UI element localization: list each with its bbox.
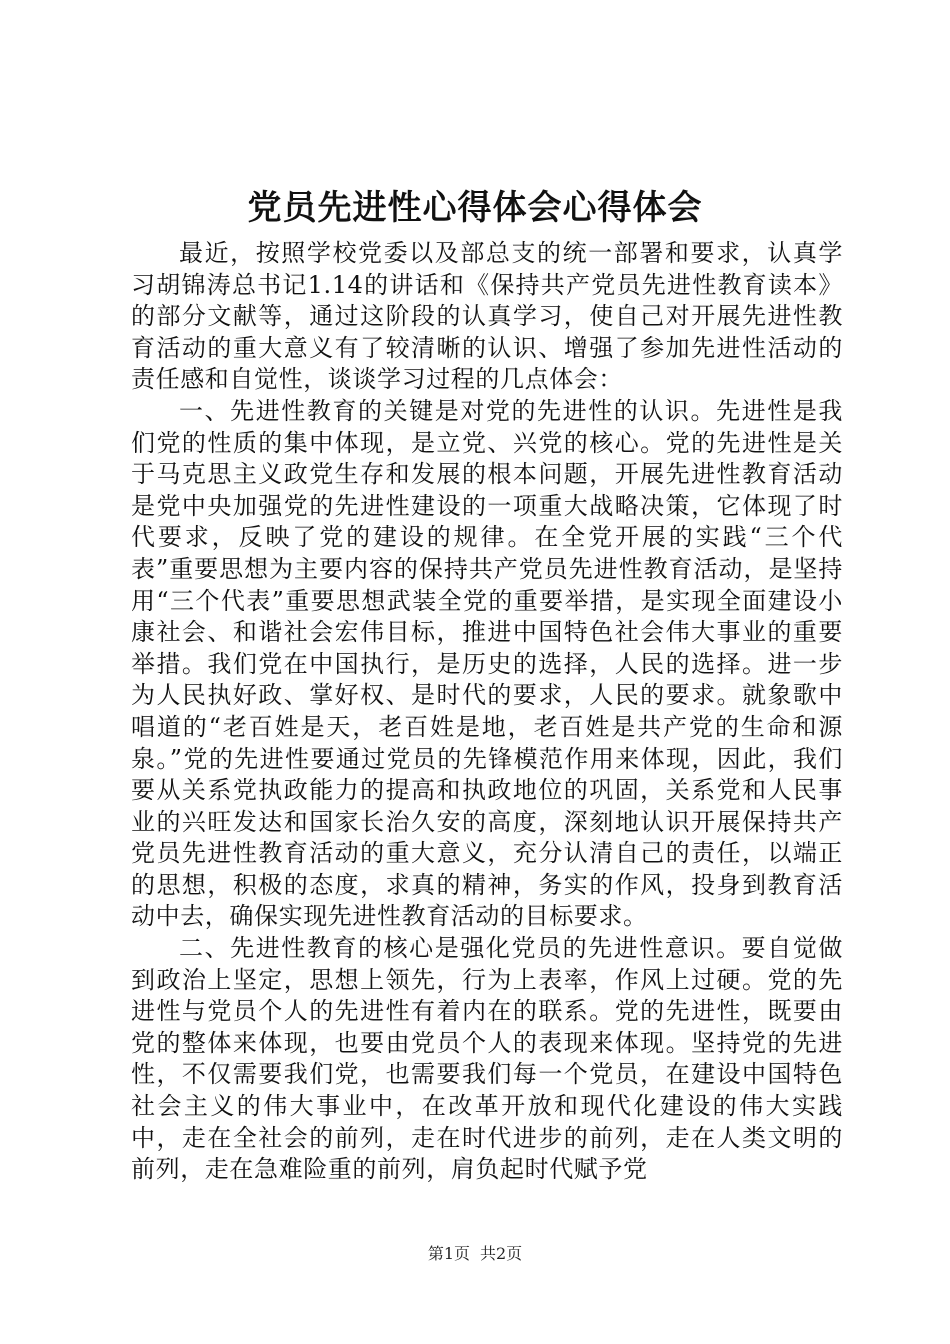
paragraph-intro: 最近，按照学校党委以及部总支的统一部署和要求，认真学习胡锦涛总书记1.14的讲话和《保持共产党员先进性教育读本》的部分文献等，通过这阶段的认真学习，使自己对开展先进性教育活动的重大意义有了较清晰的认识、增强了参加先进性活动的责任感和自觉性，谈谈学习过程的几点体会： [131, 239, 843, 394]
page-footer [0, 1243, 950, 1265]
paragraph-section-two: 二、先进性教育的核心是强化党员的先进性意识。要自觉做到政治上坚定，思想上领先，行为上表率，作风上过硬。党的先进性与党员个人的先进性有着内在的联系。党的先进性，既要由党的整体来体现，也要由党员个人的表现来体现。坚持党的先进性，不仅需要我们党，也需要我们每一个党员，在建设中国特色社会主义的伟大事业中，在改革开放和现代化建设的伟大实践中，走在全社会的前列，走在时代进步的前列，走在人类文明的前列，走在急难险重的前列，肩负起时代赋予党 [131, 934, 843, 1184]
page-total: 共2页 [480, 1244, 523, 1263]
document-title: 党员先进性心得体会心得体会 [247, 188, 703, 228]
document-body [131, 238, 843, 1186]
page-number: 第1页 [427, 1244, 470, 1263]
paragraph-section-one: 一、先进性教育的关键是对党的先进性的认识。先进性是我们党的性质的集中体现，是立党、兴党的核心。党的先进性是关于马克思主义政党生存和发展的根本问题，开展先进性教育活动是党中央加强党的先进性建设的一项重大战略决策，它体现了时代要求，反映了党的建设的规律。在全党开展的实践“三个代表”重要思想为主要内容的保持共产党员先进性教育活动，是坚持用“三个代表”重要思想武装全党的重要举措，是实现全面建设小康社会、和谐社会宏伟目标，推进中国特色社会伟大事业的重要举措。我们党在中国执行，是历史的选择，人民的选择。进一步为人民执好政、掌好权、是时代的要求，人民的要求。就象歌中唱道的“老百姓是天，老百姓是地，老百姓是共产党的生命和源泉。”党的先进性要通过党员的先锋模范作用来体现，因此，我们要从关系党执政能力的提高和执政地位的巩固，关系党和人民事业的兴旺发达和国家长治久安的高度，深刻地认识开展保持共产党员先进性教育活动的重大意义，充分认清自己的责任，以端正的思想，积极的态度，求真的精神，务实的作风，投身到教育活动中去，确保实现先进性教育活动的目标要求。 [131, 396, 843, 931]
